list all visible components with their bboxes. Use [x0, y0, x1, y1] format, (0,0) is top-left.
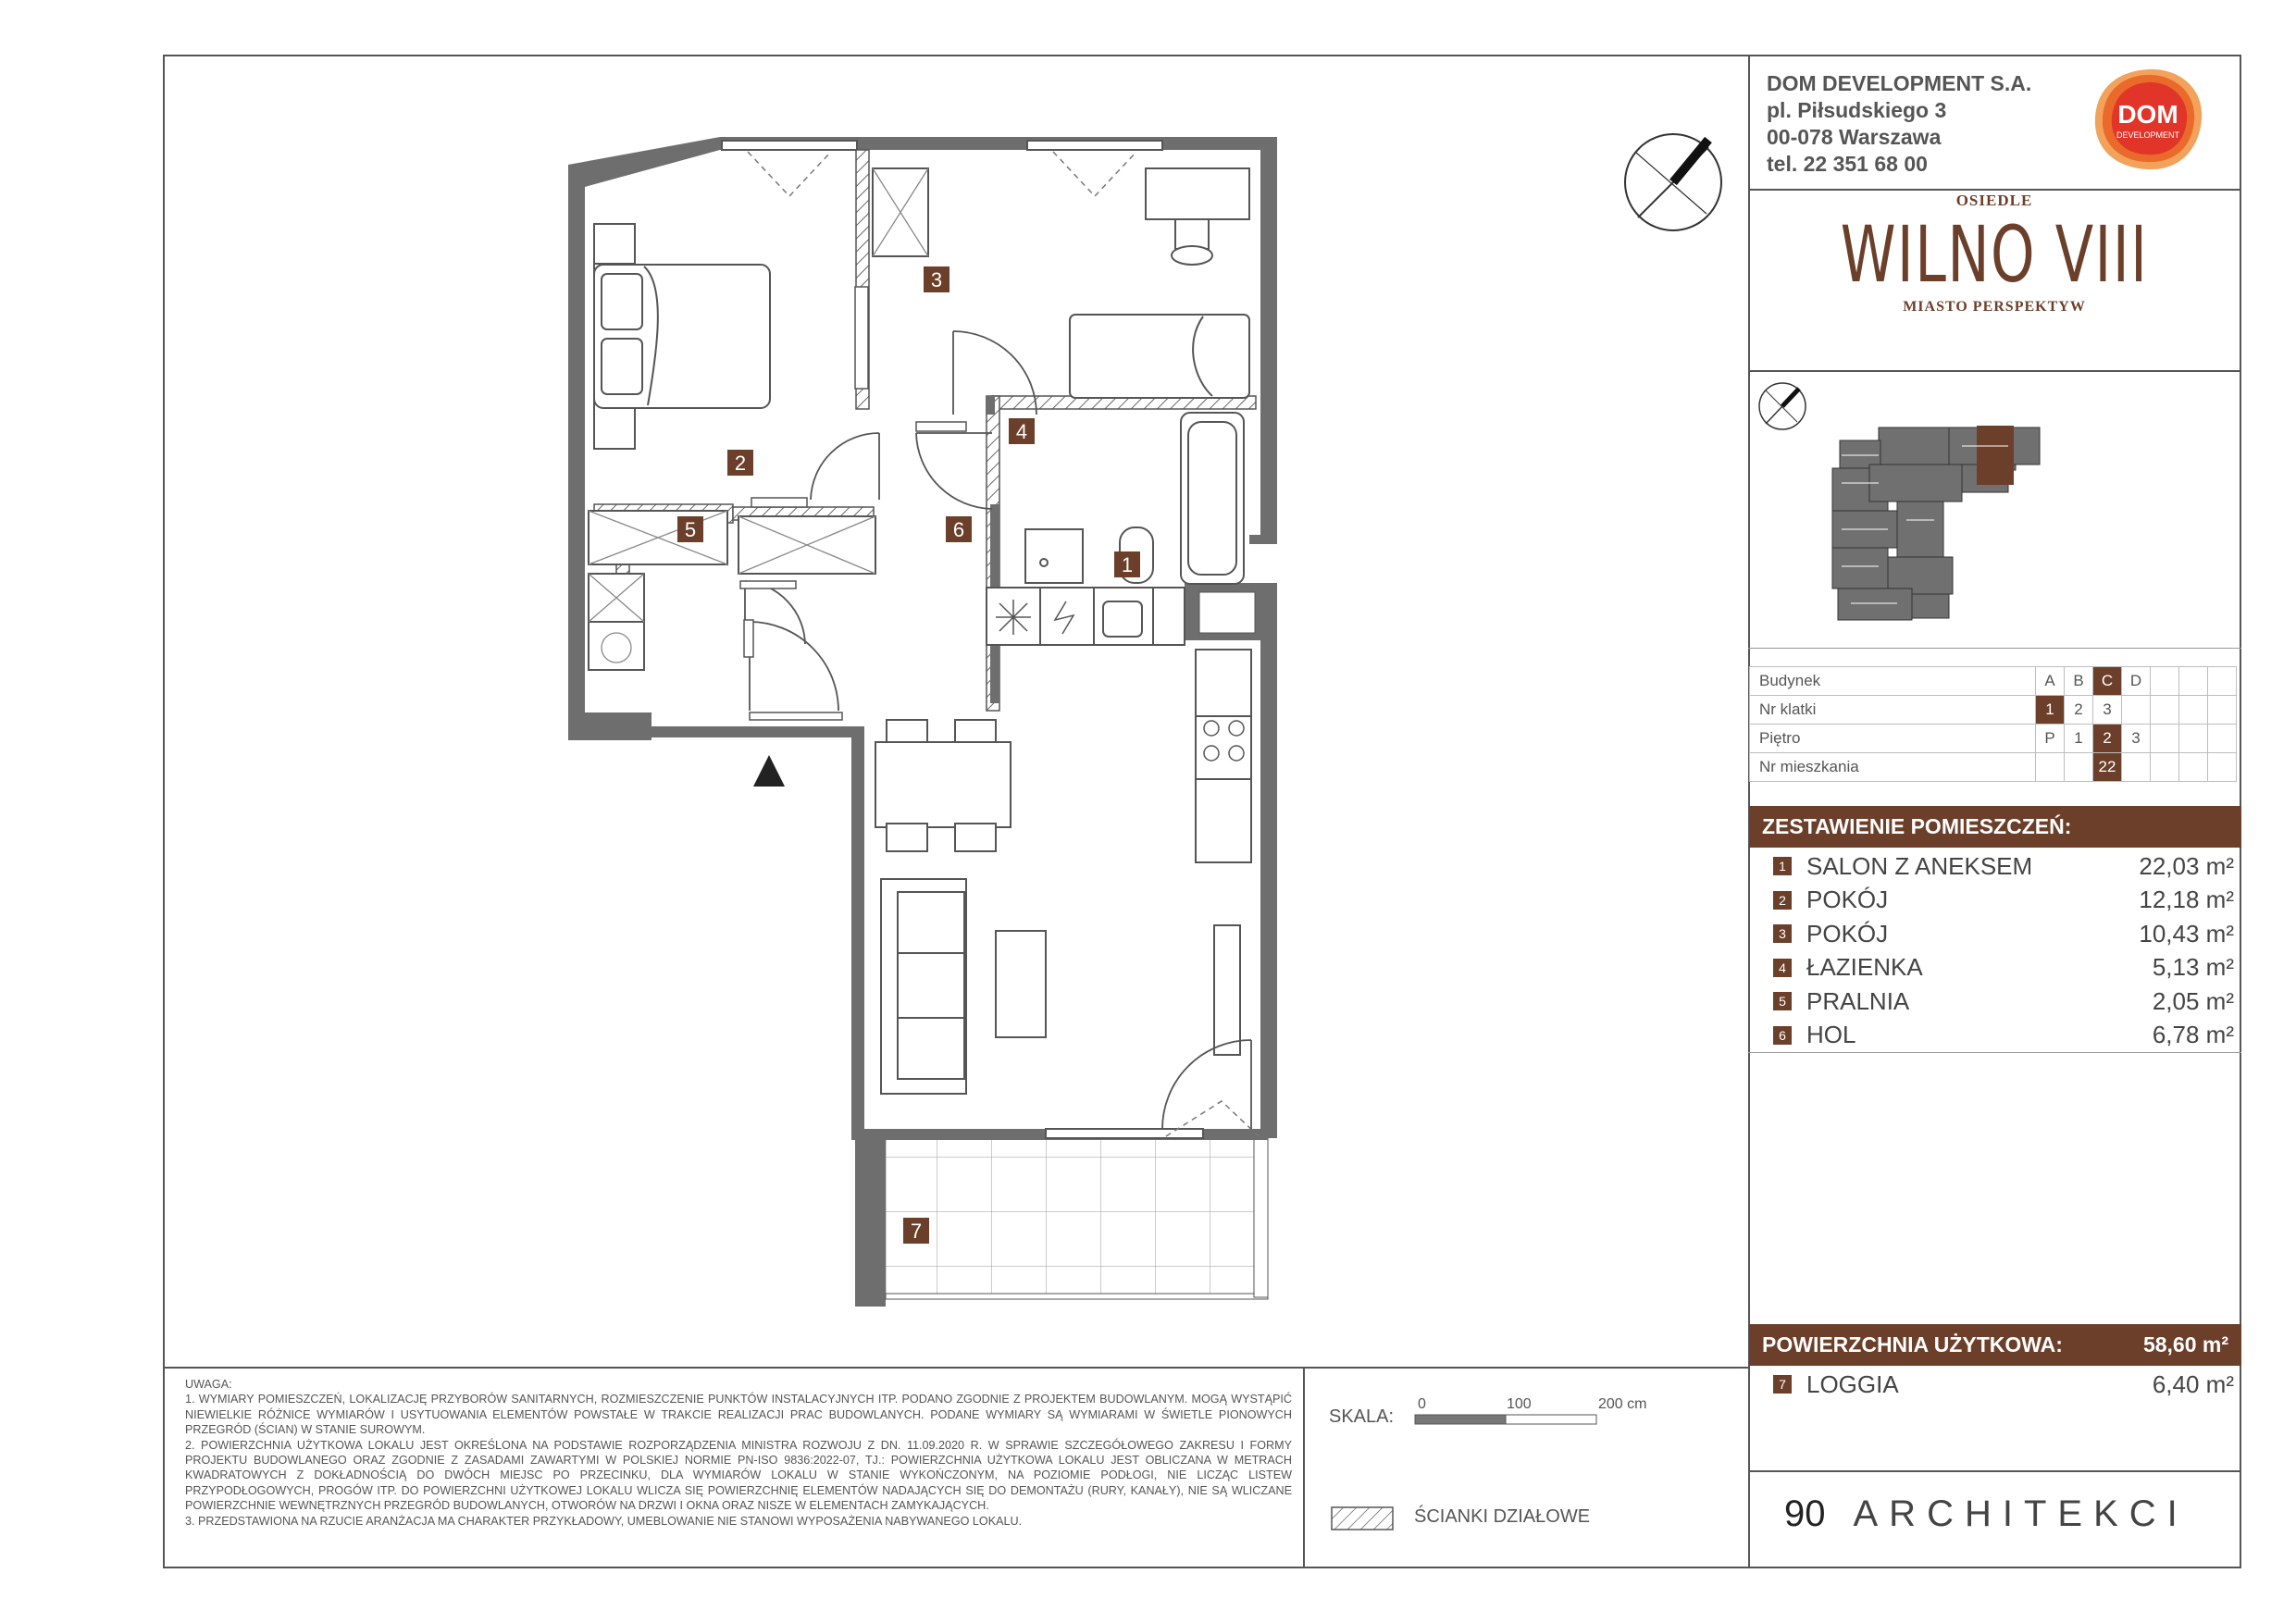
usable-area-value: 58,60 m² — [2142, 1332, 2228, 1357]
room-area: 22,03 m² — [2139, 851, 2234, 880]
room-label-text: 3 — [930, 268, 943, 291]
location-cell — [2065, 753, 2093, 782]
location-cell — [2179, 667, 2208, 696]
brand-pre: OSIEDLE — [1955, 192, 2033, 209]
location-cell: B — [2065, 667, 2093, 696]
room-row — [1749, 884, 2241, 918]
room-label-1 — [1114, 551, 1140, 577]
scale-bar — [1414, 1413, 1599, 1426]
room-number: 5 — [1773, 992, 1792, 1010]
divider — [163, 1367, 1749, 1369]
building-key-plan — [1749, 372, 2240, 648]
location-cell — [2208, 696, 2237, 725]
partition-legend-label: ŚCIANKI DZIAŁOWE — [1414, 1506, 1591, 1527]
scale-tick-200: 200 cm — [1598, 1396, 1647, 1412]
location-cell — [2151, 696, 2179, 725]
brand-subtitle: MIASTO PERSPEKTYW — [1903, 299, 2086, 315]
room-row — [1749, 951, 2241, 985]
compass-icon — [1621, 130, 1725, 234]
room-row — [1749, 917, 2241, 951]
location-cell: 3 — [2093, 696, 2122, 725]
location-cell — [2151, 667, 2179, 696]
partition-legend-swatch — [1331, 1506, 1394, 1530]
company-info — [1767, 70, 2031, 178]
location-cell — [2208, 667, 2237, 696]
room-row — [1749, 985, 2241, 1019]
note-item: 1. WYMIARY POMIESZCZEŃ, LOKALIZACJĘ PRZYBORÓW SANITARNYCH, ROZMIESZCZENIE PUNKTÓW INSTALACYJNYCH ITP. PODANO ZGODNIE Z PROJEKTEM BUDOWLANYM. MOGĄ WYSTĄPIĆ NIEWIELKIE RÓŻNICE WYMIARÓW I USYTUOWANIA ELEMENTÓW POWSTAŁE W TRAKCIE REALIZACJI PRAC BUDOWLANYCH. PODANE WYMIARY SĄ WYMIARAMI W ŚWIETLE PIONOWYCH PRZEGRÓD (ŚCIAN) W STANIE SUROWYM. — [185, 1393, 1292, 1437]
room-area: 12,18 m² — [2139, 886, 2234, 914]
room-number: 1 — [1773, 857, 1792, 875]
bedroom-wardrobe-door — [855, 287, 868, 389]
room-name: HOL — [1806, 1021, 1856, 1049]
location-table-row — [1750, 725, 2237, 753]
scale-tick-0: 0 — [1418, 1396, 1426, 1412]
location-cell: 2 — [2065, 696, 2093, 725]
room-number: 4 — [1773, 959, 1792, 977]
dom-development-logo — [2090, 66, 2206, 173]
location-cell — [2151, 725, 2179, 753]
room-area: 2,05 m² — [2152, 986, 2234, 1015]
location-row-label: Budynek — [1750, 667, 2036, 696]
room-label-4 — [1009, 418, 1035, 444]
room-row — [1749, 1019, 2241, 1053]
location-cell — [2151, 753, 2179, 782]
compass-small-icon — [1759, 383, 1806, 429]
rooms-header-label: ZESTAWIENIE POMIESZCZEŃ: — [1762, 814, 2072, 838]
room-label-2 — [727, 450, 753, 476]
notes — [185, 1377, 1292, 1529]
logo-subtext: DEVELOPMENT — [2116, 130, 2180, 140]
room-label-text: 2 — [734, 452, 747, 475]
room-number: 2 — [1773, 891, 1792, 910]
location-cell — [2179, 696, 2208, 725]
rooms-header — [1749, 806, 2241, 848]
brand-name: WILNO VIII — [1840, 209, 2149, 300]
location-cell — [2179, 725, 2208, 753]
divider — [1748, 648, 2241, 649]
room-name: POKÓJ — [1806, 919, 1889, 948]
room-number: 6 — [1773, 1026, 1792, 1045]
bedroom-furniture — [594, 224, 770, 449]
company-phone: tel. 22 351 68 00 — [1767, 152, 1928, 176]
room-name: ŁAZIENKA — [1806, 953, 1923, 982]
architect-name: ARCHITEKCI — [1853, 1493, 2189, 1534]
room-area: 5,13 m² — [2152, 953, 2234, 982]
location-table — [1749, 666, 2237, 782]
location-cell: D — [2122, 667, 2151, 696]
location-table-row — [1750, 753, 2237, 782]
scale-label: SKALA: — [1329, 1406, 1395, 1427]
notes-divider — [1303, 1367, 1305, 1568]
floor-plan — [555, 120, 1277, 1323]
room-label-7 — [903, 1218, 929, 1244]
divider — [1748, 1470, 2241, 1472]
room-area: 6,78 m² — [2152, 1021, 2234, 1049]
company-street: pl. Piłsudskiego 3 — [1767, 98, 1947, 122]
location-cell: 1 — [2065, 725, 2093, 753]
room-label-6 — [946, 516, 972, 542]
location-cell — [2179, 753, 2208, 782]
room-name: LOGGIA — [1806, 1369, 1899, 1398]
company-name: DOM DEVELOPMENT S.A. — [1767, 71, 2032, 95]
loggia-row — [1749, 1368, 2241, 1402]
entrance-marker — [753, 755, 785, 787]
location-cell — [2208, 753, 2237, 782]
location-cell — [2122, 753, 2151, 782]
room-label-text: 7 — [910, 1220, 923, 1243]
location-cell — [2208, 725, 2237, 753]
room-label-text: 6 — [952, 518, 965, 541]
room-area: 6,40 m² — [2152, 1369, 2234, 1398]
logo-text: DOM — [2117, 100, 2178, 129]
location-row-label: Nr klatki — [1750, 696, 2036, 725]
architect-logo — [1784, 1493, 2189, 1535]
location-cell: 2 — [2093, 725, 2122, 753]
room-name: PRALNIA — [1806, 986, 1910, 1015]
rooms-list — [1749, 849, 2241, 1052]
room-name: SALON Z ANEKSEM — [1806, 851, 2033, 880]
selected-apartment-marker — [1977, 426, 2014, 485]
shaft — [1199, 592, 1255, 633]
location-row-label: Nr mieszkania — [1750, 753, 2036, 782]
location-row-label: Piętro — [1750, 725, 2036, 753]
note-item: 2. POWIERZCHNIA UŻYTKOWA LOKALU JEST OKREŚLONA NA PODSTAWIE ROZPORZĄDZENIA MINISTRA ROZWOJU Z DN. 11.09.2020 R. W SPRAWIE SZCZEGÓŁOWEGO ZAKRESU I FORMY PROJEKTU BUDOWLANEGO ORAZ ZGODNIE Z ZASADAMI ZAWARTYMI W POLSKIEJ NORMIE PN-ISO 9836:2022-07, TJ.: POWIERZCHNIA UŻYTKOWA LOKALU JEST OBLICZANA W METRACH KWADRATOWYCH Z DOKŁADNOŚCIĄ DO DWÓCH MIEJSC PO PRZECINKU, DLA WYMIARÓW LOKALU W STANIE WYKOŃCZONYM, NA POZIOMIE PODŁOGI, NIE LICZĄC LISTEW PRZYPODŁOGOWYCH, PROGÓW ITP. DO POWIERZCHNI UŻYTKOWEJ LOKALU WLICZA SIĘ POWIERZCHNIĘ ELEMENTÓW NADAJĄCYCH SIĘ DO DEMONTAŻU (RURY, KANAŁY), NIE SĄ WLICZANE POWIERZCHNIE WEWNĘTRZNYCH PRZEGRÓD BUDOWLANYCH, OTWORÓW NA DRZWI I OKNA ORAZ NISZE W ELEMENTACH ZAMYKAJĄCYCH. — [185, 1438, 1292, 1513]
usable-area-banner — [1749, 1324, 2241, 1366]
divider — [1748, 1052, 2241, 1053]
room-area: 10,43 m² — [2139, 919, 2234, 948]
location-cell: P — [2036, 725, 2065, 753]
room-label-text: 5 — [684, 518, 697, 541]
room-label-text: 1 — [1121, 553, 1134, 576]
company-city: 00-078 Warszawa — [1767, 125, 1942, 149]
location-cell: 22 — [2093, 753, 2122, 782]
notes-title: UWAGA: — [185, 1378, 232, 1391]
usable-area-label: POWIERZCHNIA UŻYTKOWA: — [1762, 1332, 2063, 1357]
note-item: 3. PRZEDSTAWIONA NA RZUCIE ARANŻACJA MA CHARAKTER PRZYKŁADOWY, UMEBLOWANIE NIE STANOWI WYPOSAŻENIA NABYWANEGO LOKALU. — [185, 1514, 1023, 1528]
location-cell — [2036, 753, 2065, 782]
room-label-text: 4 — [1015, 420, 1028, 443]
room-name: POKÓJ — [1806, 886, 1889, 914]
room-row — [1749, 849, 2241, 884]
location-cell: C — [2093, 667, 2122, 696]
divider — [1748, 189, 2241, 191]
location-table-row — [1750, 667, 2237, 696]
location-cell: 1 — [2036, 696, 2065, 725]
architect-number: 90 — [1784, 1493, 1826, 1534]
location-cell: A — [2036, 667, 2065, 696]
location-table-row — [1750, 696, 2237, 725]
room-label-5 — [677, 516, 703, 542]
living-furniture — [875, 720, 1240, 1094]
location-cell — [2122, 696, 2151, 725]
estate-brand — [1749, 192, 2240, 316]
room-number: 7 — [1773, 1375, 1792, 1394]
loggia-row-container — [1749, 1368, 2241, 1402]
scale-tick-100: 100 — [1507, 1396, 1532, 1412]
room-number: 3 — [1773, 924, 1792, 943]
location-cell: 3 — [2122, 725, 2151, 753]
room-label-3 — [924, 266, 949, 292]
